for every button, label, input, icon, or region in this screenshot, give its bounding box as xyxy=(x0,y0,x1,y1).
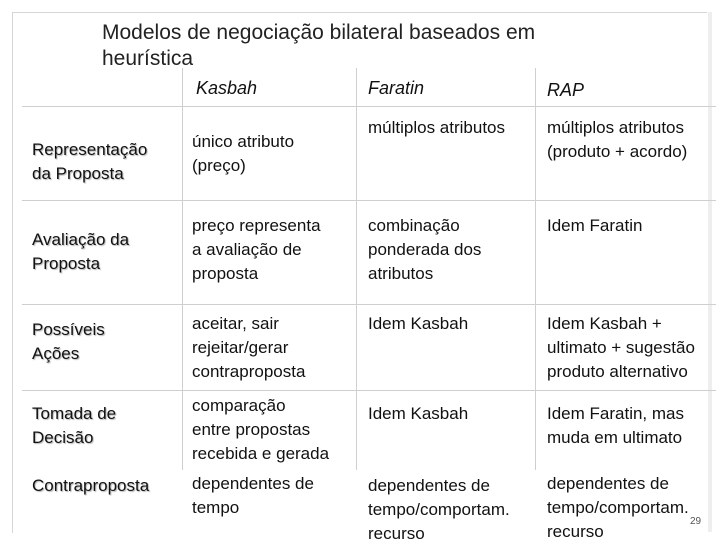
row-divider xyxy=(22,304,716,305)
header-kasbah: Kasbah xyxy=(196,78,258,98)
header-rap: RAP xyxy=(547,80,585,100)
cell-kasbah-decisao: comparação entre propostas recebida e gerada xyxy=(192,396,330,463)
col-divider xyxy=(535,68,536,470)
cell-faratin-decisao: Idem Kasbah xyxy=(368,404,469,423)
cell-kasbah-representacao: único atributo (preço) xyxy=(192,132,295,175)
cell-faratin-acoes: Idem Kasbah xyxy=(368,314,469,333)
cell-rap-contraproposta: dependentes de tempo/comportam. recurso xyxy=(547,474,689,541)
row-label-contraproposta: Contraproposta xyxy=(32,476,150,495)
cell-kasbah-contraproposta: dependentes de tempo xyxy=(192,474,314,517)
cell-faratin-avaliacao: combinação ponderada dos atributos xyxy=(368,216,482,283)
cell-rap-avaliacao: Idem Faratin xyxy=(547,216,643,235)
cell-rap-decisao: Idem Faratin, mas muda em ultimato xyxy=(547,404,684,447)
cell-kasbah-avaliacao: preço representa a avaliação de proposta xyxy=(192,216,321,283)
header-faratin: Faratin xyxy=(368,78,425,98)
col-divider xyxy=(182,68,183,470)
slide-frame-edge xyxy=(708,12,712,532)
cell-kasbah-acoes: aceitar, sair rejeitar/gerar contraproposta xyxy=(192,314,306,381)
page-number: 29 xyxy=(690,516,702,527)
row-divider xyxy=(22,200,716,201)
row-label-acoes: Possíveis Ações xyxy=(32,320,105,363)
col-divider xyxy=(356,68,357,470)
row-divider xyxy=(22,390,716,391)
row-label-decisao: Tomada de Decisão xyxy=(32,404,117,447)
cell-faratin-contraproposta: dependentes de tempo/comportam. recurso xyxy=(368,476,510,543)
cell-rap-representacao: múltiplos atributos (produto + acordo) xyxy=(547,118,688,161)
row-label-avaliacao: Avaliação da Proposta xyxy=(32,230,130,273)
row-label-representacao: Representação da Proposta xyxy=(32,140,148,183)
cell-faratin-representacao: múltiplos atributos xyxy=(368,118,506,137)
slide-title: Modelos de negociação bilateral baseados em heurística xyxy=(102,21,536,70)
cell-rap-acoes: Idem Kasbah + ultimato + sugestão produto alternativo xyxy=(547,314,695,381)
row-divider xyxy=(22,106,716,107)
